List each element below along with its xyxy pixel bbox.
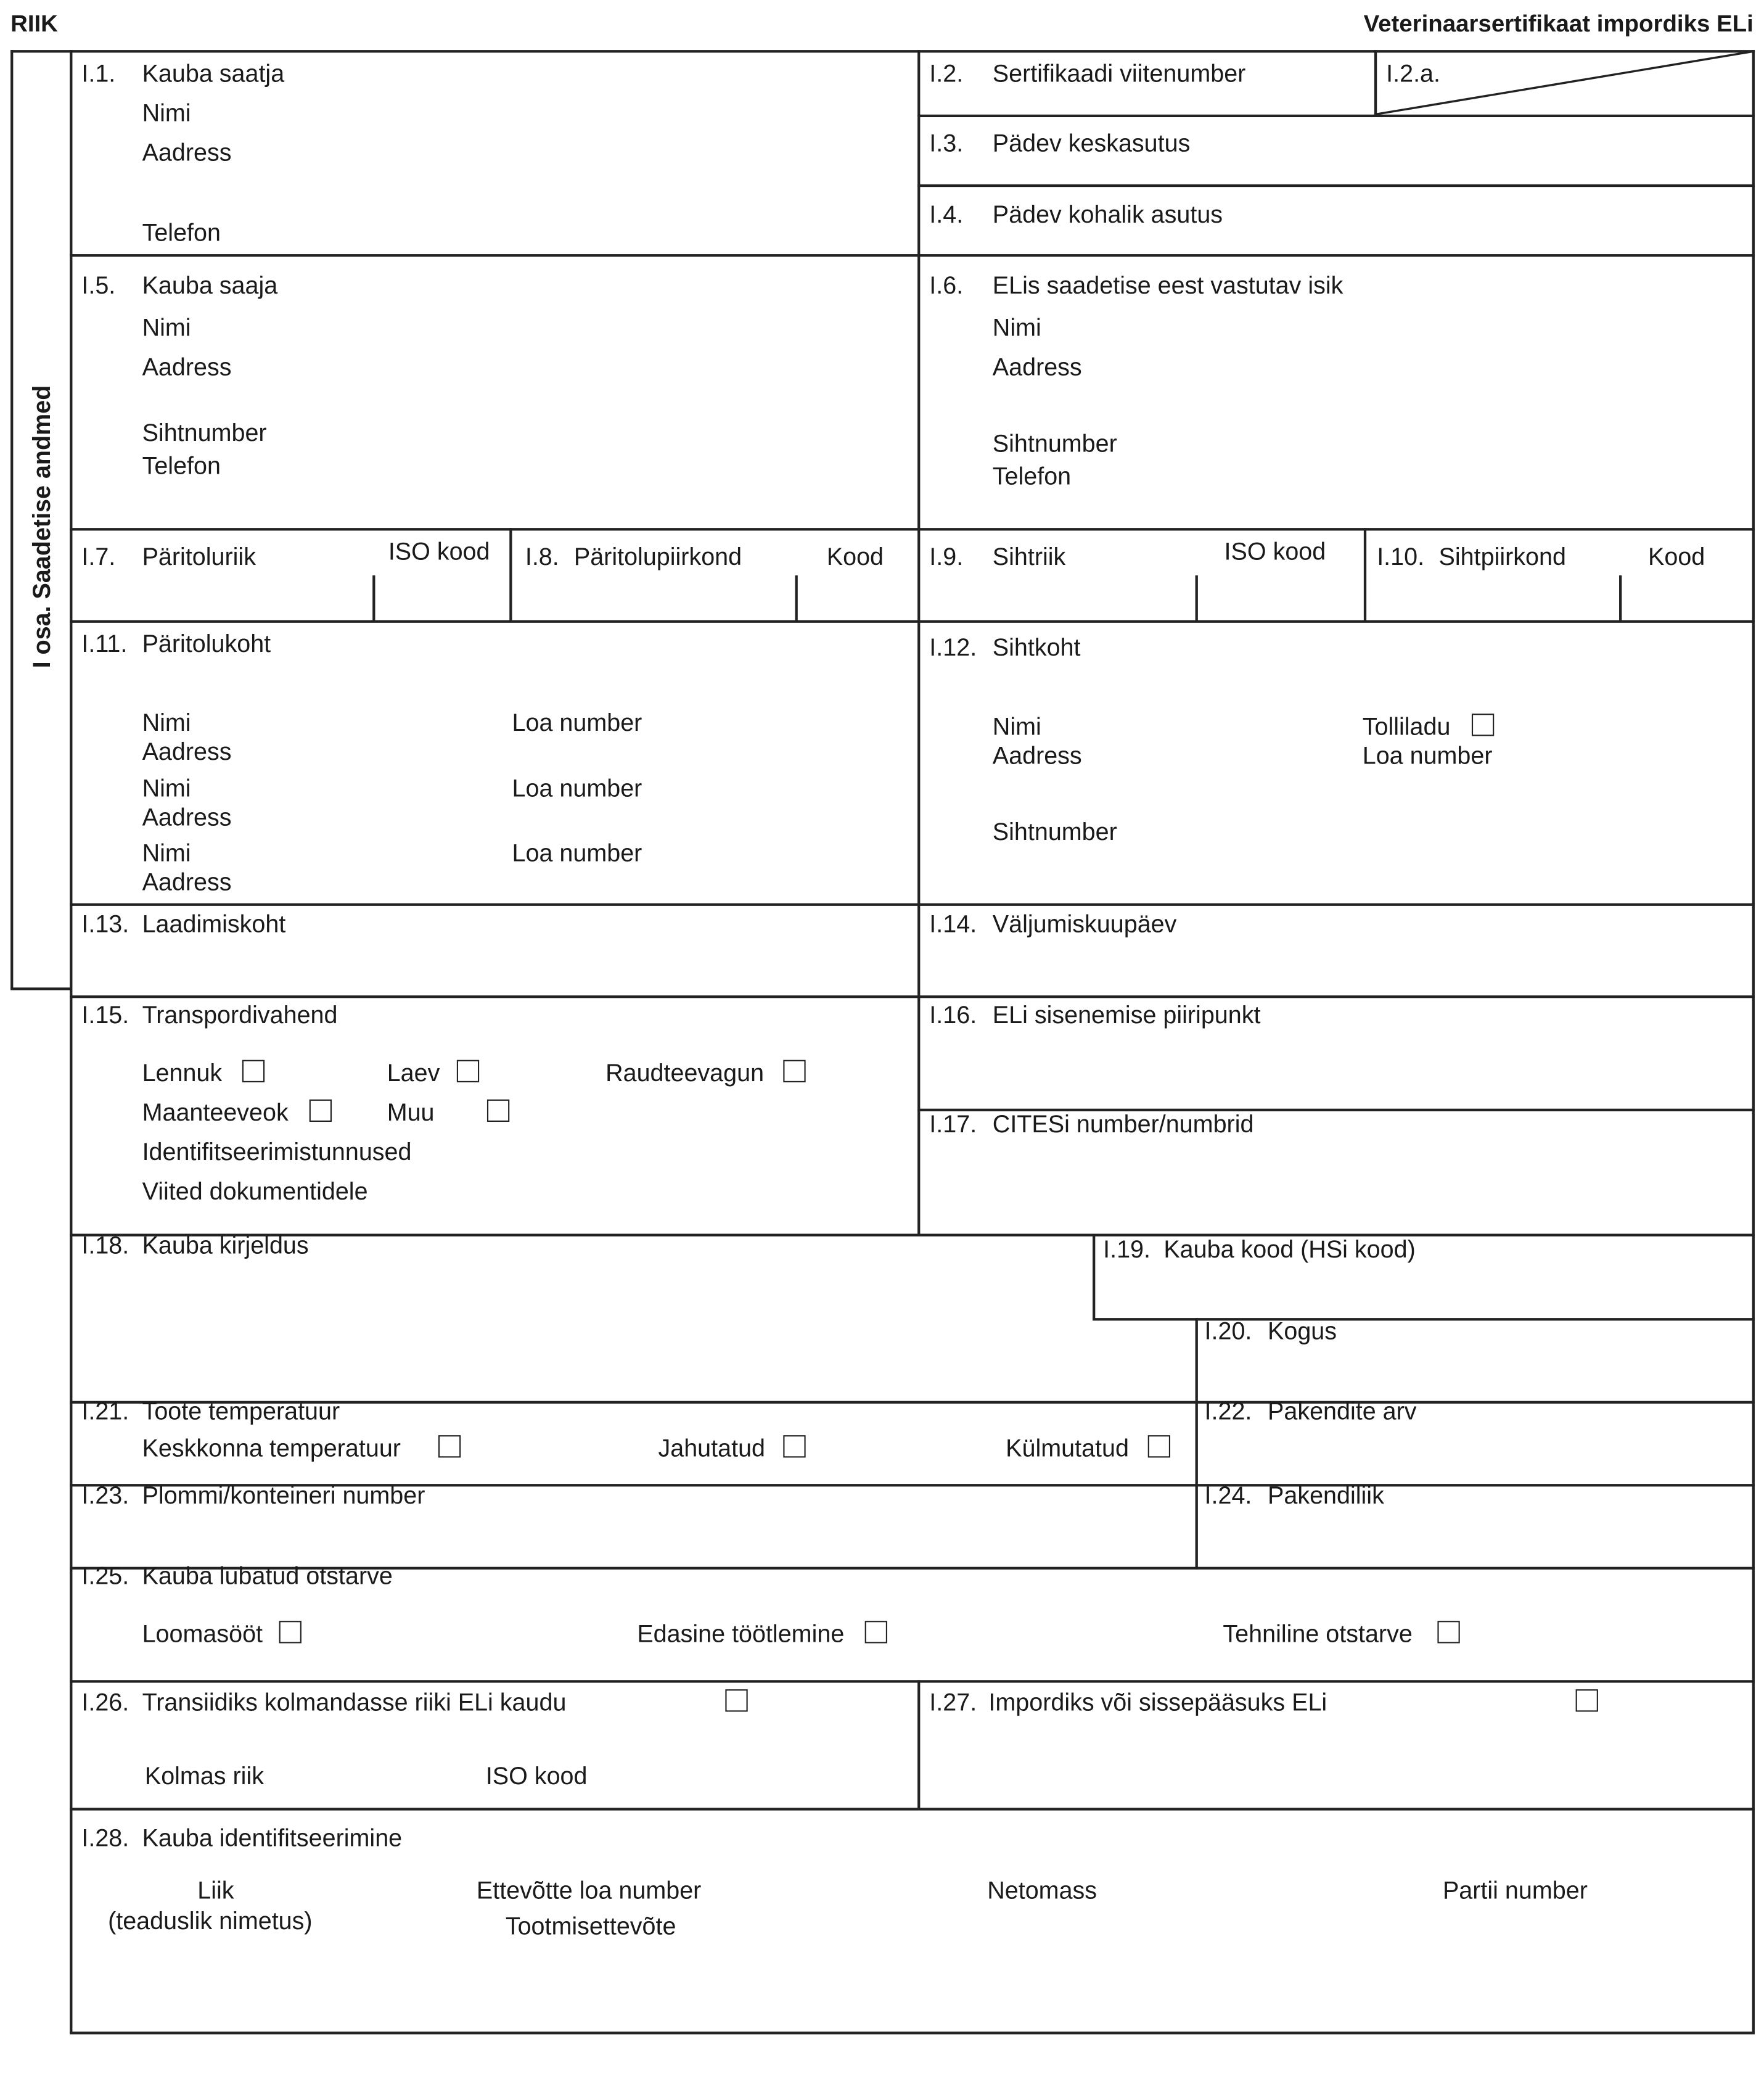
- box-number: I.14.: [929, 910, 977, 938]
- feedingstuff-checkbox[interactable]: [279, 1621, 302, 1643]
- responsible-postcode-label: Sihtnumber: [992, 429, 1117, 457]
- box-number: I.13.: [81, 910, 129, 938]
- transit-label: Transiidiks kolmandasse riiki ELi kaudu: [142, 1688, 567, 1716]
- border-line: [70, 254, 1755, 256]
- box-number: I.2.: [929, 59, 964, 87]
- origin-name-label: Nimi: [142, 708, 191, 736]
- border-line: [70, 1808, 1755, 1809]
- ship-checkbox[interactable]: [457, 1060, 479, 1082]
- destination-postcode-label: Sihtnumber: [992, 817, 1117, 846]
- railway-label: Raudteevagun: [605, 1058, 765, 1087]
- seal-number-label: Plommi/konteineri number: [142, 1481, 425, 1509]
- destination-name-label: Nimi: [992, 712, 1041, 740]
- box-number: I.26.: [81, 1688, 129, 1716]
- identification-label: Identifitseerimistunnused: [142, 1137, 412, 1166]
- road-vehicle-label: Maanteeveok: [142, 1098, 289, 1126]
- border-line: [70, 620, 1755, 622]
- destination-region-code-label: Kood: [1648, 542, 1705, 570]
- manufacturing-plant-header: Tootmisettevõte: [505, 1912, 676, 1940]
- consignee-postcode-label: Sihtnumber: [142, 418, 267, 447]
- box-number: I.6.: [929, 271, 964, 299]
- commodity-code-label: Kauba kood (HSi kood): [1163, 1235, 1416, 1263]
- commodity-identification-title: Kauba identifitseerimine: [142, 1823, 403, 1851]
- packages-count-label: Pakendite arv: [1268, 1397, 1417, 1425]
- border-line: [1619, 575, 1621, 622]
- responsible-address-label: Aadress: [992, 353, 1082, 381]
- net-weight-header: Netomass: [987, 1876, 1097, 1904]
- import-label: Impordiks või sissepääsuks ELi: [988, 1688, 1327, 1716]
- destination-address-label: Aadress: [992, 741, 1082, 769]
- box-number: I.1.: [81, 59, 116, 87]
- border-line: [509, 528, 511, 622]
- origin-name-label: Nimi: [142, 838, 191, 866]
- quantity-label: Kogus: [1268, 1317, 1337, 1344]
- ambient-label: Keskkonna temperatuur: [142, 1434, 401, 1462]
- chilled-checkbox[interactable]: [783, 1435, 805, 1457]
- origin-permit-label: Loa number: [512, 708, 642, 736]
- aeroplane-checkbox[interactable]: [242, 1060, 265, 1082]
- responsible-person-title: ELis saadetise eest vastutav isik: [992, 271, 1344, 299]
- origin-name-label: Nimi: [142, 774, 191, 802]
- border-line: [917, 184, 1755, 186]
- aeroplane-label: Lennuk: [142, 1058, 223, 1087]
- box-number: I.2.a.: [1386, 59, 1440, 87]
- approval-number-header: Ettevõtte loa number: [476, 1876, 702, 1904]
- frozen-label: Külmutatud: [1006, 1434, 1129, 1462]
- consignee-name-label: Nimi: [142, 313, 191, 341]
- border-line: [795, 575, 797, 622]
- departure-date-label: Väljumiskuupäev: [992, 910, 1177, 938]
- third-country-iso-label: ISO kood: [485, 1761, 588, 1790]
- box-number: I.23.: [81, 1481, 129, 1509]
- border-line: [917, 1680, 919, 1809]
- border-line: [1364, 528, 1366, 622]
- ambient-checkbox[interactable]: [438, 1435, 461, 1457]
- box-number: I.27.: [929, 1688, 977, 1716]
- commodity-description-label: Kauba kirjeldus: [142, 1231, 309, 1259]
- consignor-title: Kauba saatja: [142, 59, 285, 87]
- local-authority-label: Pädev kohalik asutus: [992, 200, 1223, 228]
- ship-label: Laev: [387, 1058, 440, 1087]
- cites-number-label: CITESi number/numbrid: [992, 1109, 1254, 1138]
- box-number: I.15.: [81, 1000, 129, 1029]
- destination-region-label: Sihtpiirkond: [1438, 542, 1566, 570]
- frozen-checkbox[interactable]: [1148, 1435, 1170, 1457]
- box-number: I.25.: [81, 1562, 129, 1589]
- further-processing-label: Edasine töötlemine: [637, 1620, 845, 1647]
- origin-address-label: Aadress: [142, 803, 232, 831]
- responsible-name-label: Nimi: [992, 313, 1041, 341]
- technical-use-label: Tehniline otstarve: [1223, 1620, 1413, 1647]
- box-number: I.11.: [81, 629, 128, 657]
- box-number: I.7.: [81, 542, 116, 570]
- species-header: Liik: [197, 1876, 234, 1904]
- origin-address-label: Aadress: [142, 867, 232, 895]
- border-line: [10, 50, 12, 989]
- consignor-phone-label: Telefon: [142, 218, 221, 247]
- border-line: [10, 987, 71, 989]
- responsible-phone-label: Telefon: [992, 462, 1072, 490]
- border-line: [70, 995, 1755, 997]
- entry-point-label: ELi sisenemise piiripunkt: [992, 1000, 1261, 1029]
- box-number: I.18.: [81, 1231, 129, 1259]
- origin-permit-label: Loa number: [512, 838, 642, 866]
- border-line: [70, 2031, 1755, 2033]
- box-number: I.4.: [929, 200, 964, 228]
- box-number: I.28.: [81, 1823, 129, 1851]
- third-country-label: Kolmas riik: [144, 1761, 265, 1790]
- box-number: I.8.: [525, 542, 559, 570]
- box-number: I.17.: [929, 1109, 977, 1138]
- border-line: [1752, 50, 1754, 2033]
- consignor-address-label: Aadress: [142, 138, 232, 167]
- box-number: I.21.: [81, 1397, 129, 1425]
- box-number: I.20.: [1204, 1317, 1252, 1344]
- intended-use-title: Kauba lubatud otstarve: [142, 1562, 393, 1589]
- destination-country-label: Sihtriik: [992, 542, 1066, 570]
- destination-country-iso-label: ISO kood: [1224, 537, 1326, 565]
- border-line: [70, 1680, 1755, 1682]
- box-number: I.19.: [1103, 1235, 1151, 1263]
- customs-warehouse-label: Tolliladu: [1362, 712, 1451, 740]
- certificate-title: Veterinaarsertifikaat impordiks ELi: [1363, 10, 1754, 37]
- box-number: I.22.: [1204, 1397, 1252, 1425]
- border-line: [917, 50, 919, 1235]
- section-label: I osa. Saadetise andmed: [27, 385, 55, 669]
- origin-address-label: Aadress: [142, 737, 232, 765]
- destination-title: Sihtkoht: [992, 633, 1081, 661]
- consignee-title: Kauba saaja: [142, 271, 278, 299]
- border-line: [1196, 575, 1197, 622]
- box-number: I.5.: [81, 271, 116, 299]
- origin-region-label: Päritolupiirkond: [573, 542, 742, 570]
- central-authority-label: Pädev keskasutus: [992, 129, 1191, 157]
- box-number: I.12.: [929, 633, 977, 661]
- origin-country-label: Päritoluriik: [142, 542, 256, 570]
- package-type-label: Pakendiliik: [1268, 1481, 1384, 1509]
- box-number: I.24.: [1204, 1481, 1252, 1509]
- border-line: [70, 50, 72, 2033]
- border-line: [70, 528, 1755, 530]
- border-line: [1196, 1318, 1197, 1570]
- place-of-origin-title: Päritolukoht: [142, 629, 271, 657]
- temperature-title: Toote temperatuur: [142, 1397, 340, 1425]
- box-number: I.10.: [1377, 542, 1425, 570]
- further-processing-checkbox[interactable]: [865, 1621, 887, 1643]
- consignor-name-label: Nimi: [142, 99, 191, 126]
- transport-title: Transpordivahend: [142, 1000, 338, 1029]
- country-header: RIIK: [10, 10, 58, 37]
- border-line: [372, 575, 374, 622]
- origin-region-code-label: Kood: [826, 542, 884, 570]
- customs-warehouse-checkbox[interactable]: [1472, 714, 1494, 736]
- box-number: I.3.: [929, 129, 964, 157]
- origin-country-iso-label: ISO kood: [388, 537, 490, 565]
- certificate-reference-label: Sertifikaadi viitenumber: [992, 59, 1246, 87]
- loading-place-label: Laadimiskoht: [142, 910, 286, 938]
- road-vehicle-checkbox[interactable]: [310, 1100, 332, 1122]
- species-subheader: (teaduslik nimetus): [108, 1906, 313, 1935]
- chilled-label: Jahutatud: [658, 1434, 766, 1462]
- feedingstuff-label: Loomasööt: [142, 1620, 263, 1647]
- other-transport-checkbox[interactable]: [487, 1100, 509, 1122]
- document-references-label: Viited dokumentidele: [142, 1177, 368, 1205]
- border-line: [1093, 1233, 1094, 1319]
- transit-checkbox[interactable]: [725, 1689, 747, 1711]
- box-number: I.16.: [929, 1000, 977, 1029]
- origin-permit-label: Loa number: [512, 774, 642, 802]
- border-line: [70, 903, 1755, 905]
- other-transport-label: Muu: [387, 1098, 435, 1126]
- import-checkbox[interactable]: [1576, 1689, 1598, 1711]
- railway-checkbox[interactable]: [783, 1060, 805, 1082]
- technical-use-checkbox[interactable]: [1437, 1621, 1459, 1643]
- box-number: I.9.: [929, 542, 964, 570]
- consignee-phone-label: Telefon: [142, 451, 221, 480]
- border-line: [70, 1233, 1755, 1235]
- border-line: [1093, 1318, 1755, 1320]
- destination-permit-label: Loa number: [1362, 741, 1493, 769]
- consignee-address-label: Aadress: [142, 353, 232, 381]
- batch-number-header: Partii number: [1442, 1876, 1588, 1904]
